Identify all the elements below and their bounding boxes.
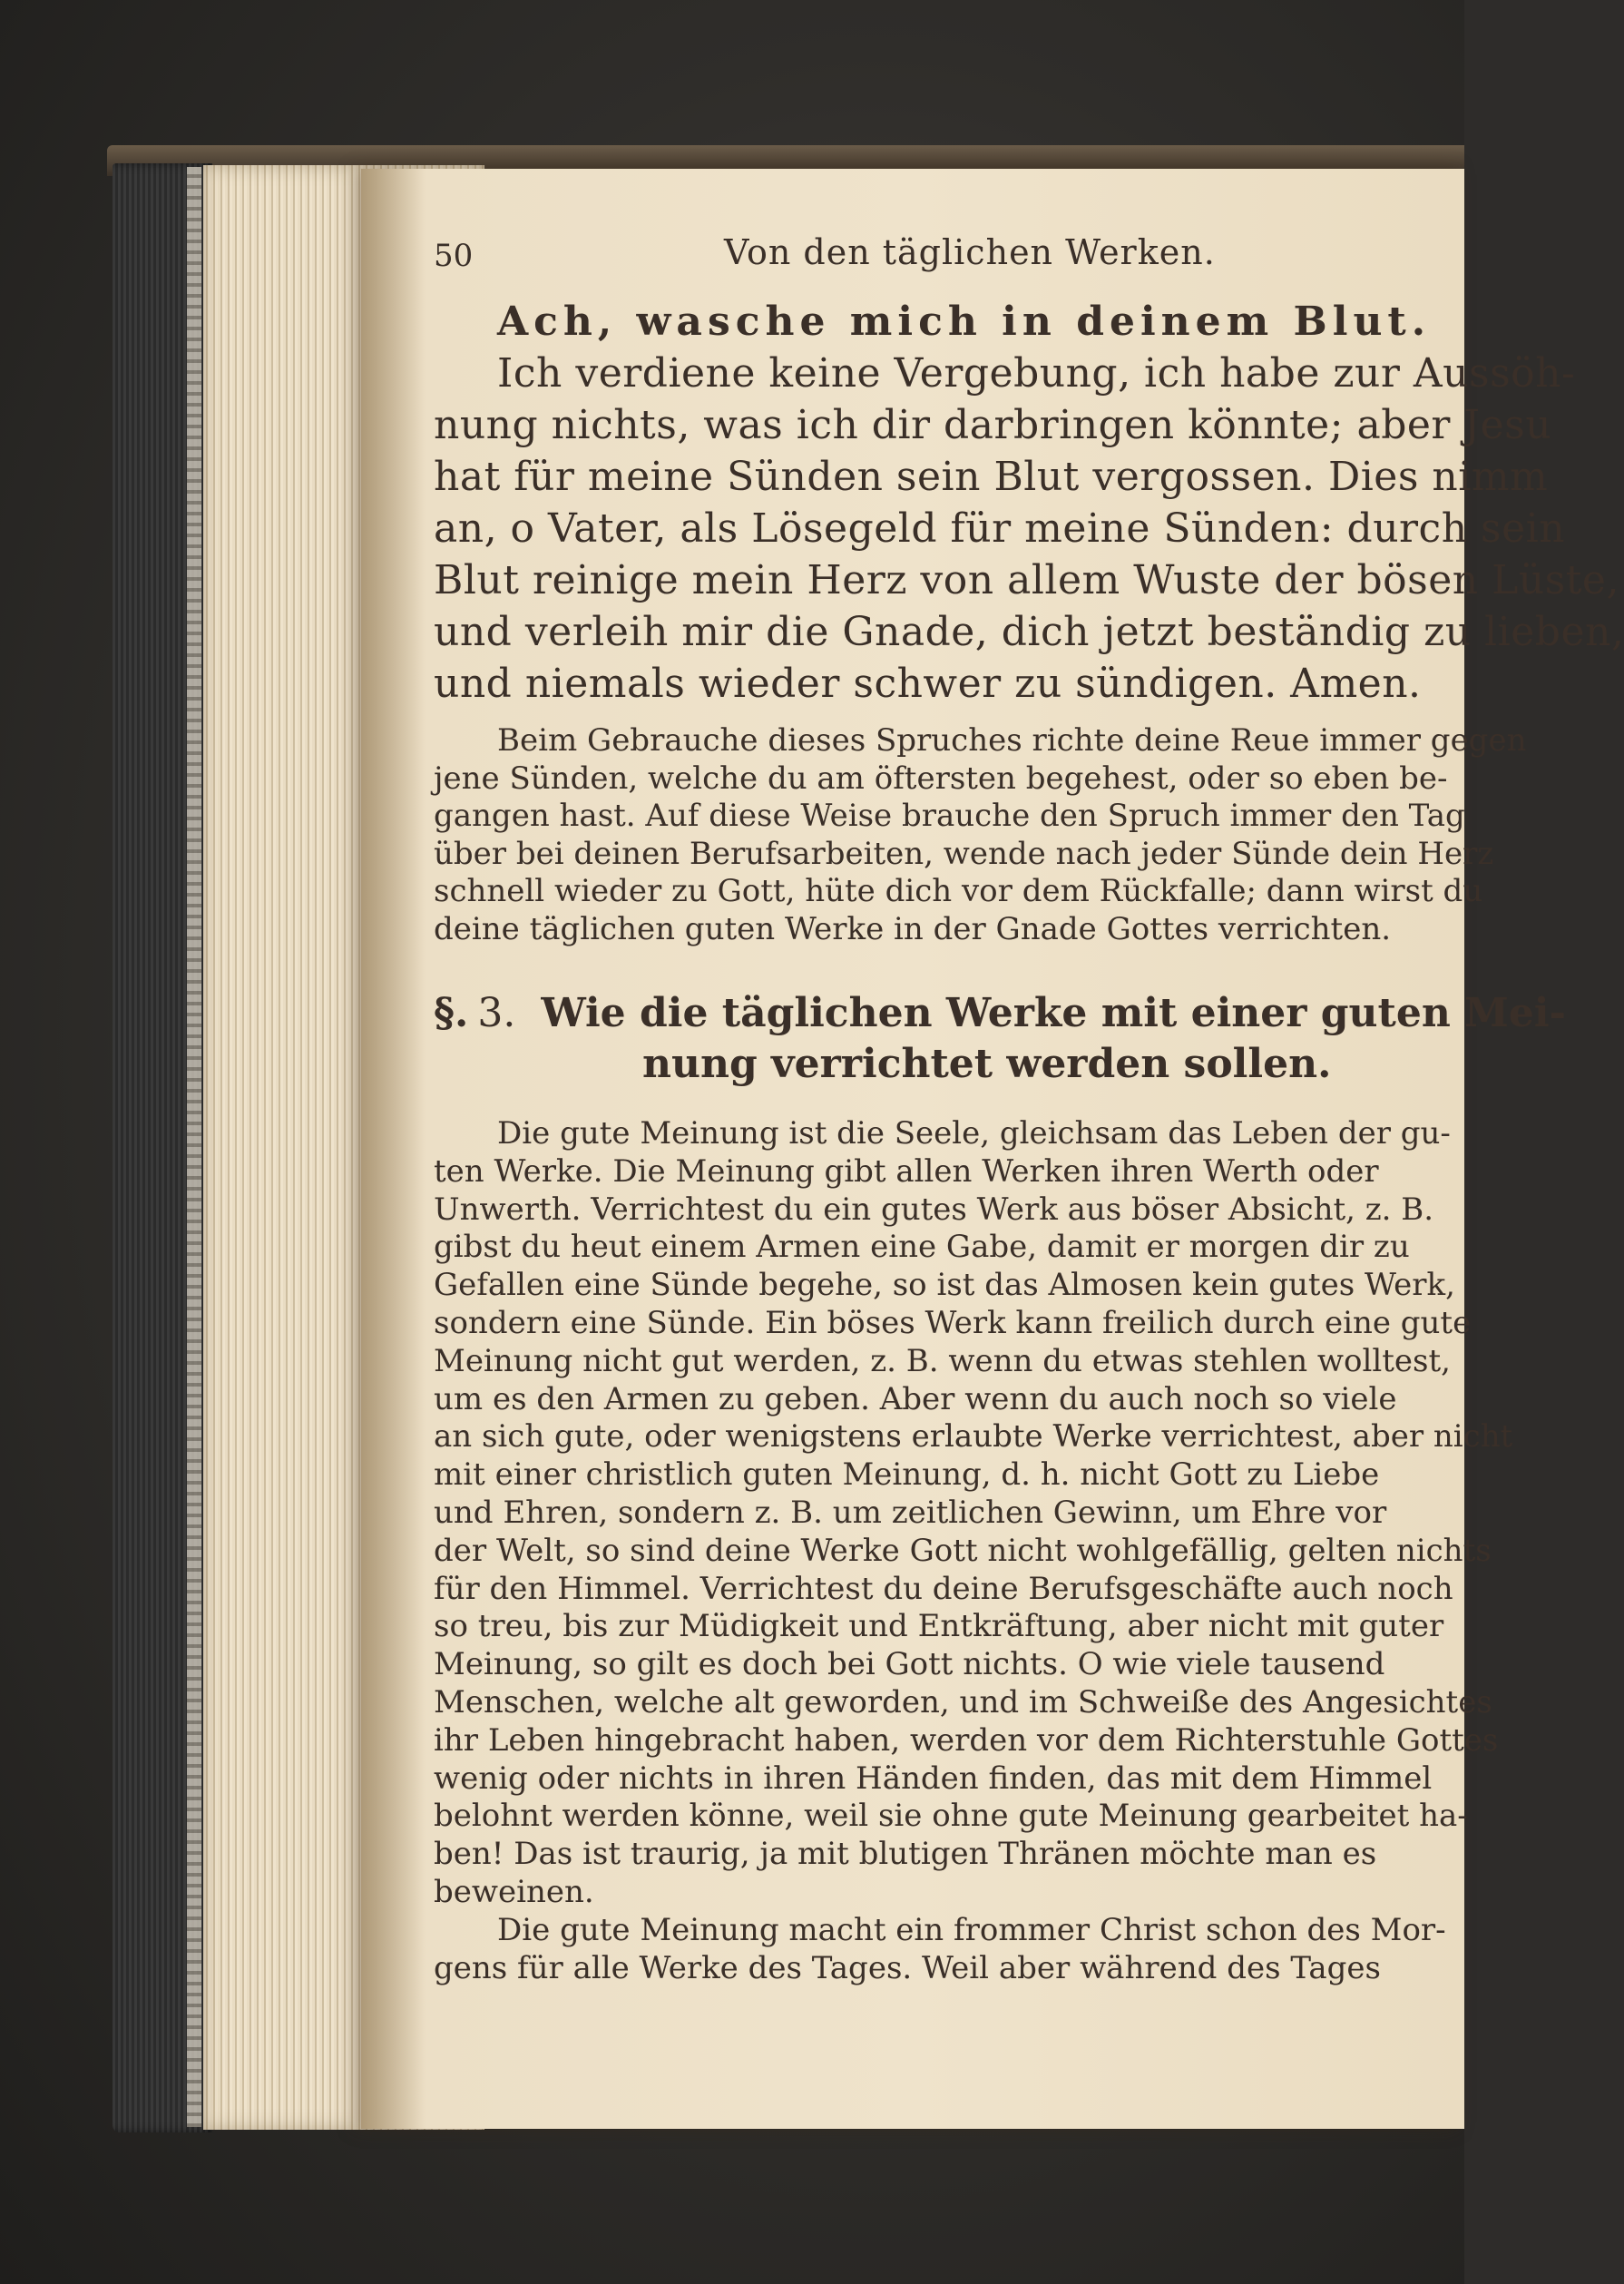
note-line: deine täglichen guten Werke in der Gnade Gottes verrichten.	[434, 910, 1392, 947]
prayer-line: Ach, wasche mich in deinem Blut.	[497, 299, 1432, 345]
prayer-line: nung nichts, was ich dir darbringen könnte; aber Jesu	[434, 402, 1552, 448]
spine-binding-strip	[187, 167, 201, 2127]
section-heading	[434, 988, 1566, 1090]
body-line: Die gute Meinung ist die Seele, gleichsam das Leben der gu-	[497, 1115, 1451, 1152]
body-line: Meinung, so gilt es doch bei Gott nichts. O wie viele tausend	[434, 1646, 1385, 1683]
section-title-line: Wie die täglichen Werke mit einer guten Mei-	[541, 990, 1566, 1036]
gutter-shadow	[361, 169, 425, 2129]
open-book	[107, 145, 1624, 2142]
body-line: für den Himmel. Verrichtest du deine Berufsgeschäfte auch noch	[434, 1570, 1453, 1607]
body-line: sondern eine Sünde. Ein böses Werk kann freilich durch eine gute	[434, 1304, 1472, 1341]
body-line: ben! Das ist traurig, ja mit blutigen Thränen möchte man es	[434, 1836, 1377, 1873]
book-page	[361, 169, 1624, 2129]
page-text-block	[434, 232, 1624, 1987]
body-line: um es den Armen zu geben. Aber wenn du auch noch so viele	[434, 1380, 1397, 1417]
body-line: Gefallen eine Sünde begehe, so ist das Almosen kein gutes Werk,	[434, 1267, 1455, 1304]
body-line: so treu, bis zur Müdigkeit und Entkräftung, aber nicht mit guter	[434, 1608, 1444, 1645]
page-header	[434, 232, 1450, 296]
prayer-line: und niemals wieder schwer zu sündigen. Amen.	[434, 661, 1422, 707]
prayer-line: und verleih mir die Gnade, dich jetzt beständig zu lieben,	[434, 609, 1624, 655]
note-line: über bei deinen Berufsarbeiten, wende nach jeder Sünde dein Herz	[434, 835, 1494, 872]
note-line: schnell wieder zu Gott, hüte dich vor dem Rückfalle; dann wirst du	[434, 873, 1483, 909]
body-line: gens für alle Werke des Tages. Weil aber während des Tages	[434, 1949, 1381, 1986]
body-line: ihr Leben hingebracht haben, werden vor dem Richterstuhle Gottes	[434, 1721, 1499, 1759]
section-title-line: nung verrichtet werden sollen.	[642, 1041, 1332, 1087]
body-line: beweinen.	[434, 1873, 594, 1910]
body-line: ten Werke. Die Meinung gibt allen Werken ihren Werth oder	[434, 1152, 1379, 1190]
body-line: Menschen, welche alt geworden, und im Schweiße des Angesichtes	[434, 1683, 1492, 1720]
section-number: 3.	[477, 990, 516, 1036]
prayer-line: hat für meine Sünden sein Blut vergossen. Dies nimm	[434, 454, 1549, 500]
body-line: Unwerth. Verrichtest du ein gutes Werk aus böser Absicht, z. B.	[434, 1191, 1434, 1228]
note-line: Beim Gebrauche dieses Spruches richte deine Reue immer gegen	[497, 722, 1527, 759]
body-line: der Welt, so sind deine Werke Gott nicht wohlgefällig, gelten nichts	[434, 1532, 1492, 1569]
body-line: und Ehren, sondern z. B. um zeitlichen Gewinn, um Ehre vor	[434, 1494, 1387, 1531]
note-line: gangen hast. Auf diese Weise brauche den Spruch immer den Tag	[434, 798, 1465, 834]
body-line: Meinung nicht gut werden, z. B. wenn du etwas stehlen wolltest,	[434, 1342, 1451, 1379]
usage-note	[434, 722, 1527, 948]
prayer-line: Ich verdiene keine Vergebung, ich habe zur Aussöh-	[497, 350, 1576, 397]
page-number: 50	[434, 238, 474, 274]
prayer-line: Blut reinige mein Herz von allem Wuste der bösen Lüste,	[434, 557, 1619, 603]
prayer-line: an, o Vater, als Lösegeld für meine Sünden: durch sein	[434, 505, 1566, 552]
body-line: gibst du heut einem Armen eine Gabe, damit er morgen dir zu	[434, 1229, 1410, 1266]
body-line: mit einer christlich guten Meinung, d. h. nicht Gott zu Liebe	[434, 1456, 1380, 1494]
body-line: an sich gute, oder wenigstens erlaubte Werke verrichtest, aber nicht	[434, 1418, 1513, 1456]
prayer-paragraph	[434, 296, 1624, 710]
body-line: wenig oder nichts in ihren Händen finden, das mit dem Himmel	[434, 1760, 1433, 1797]
body-paragraphs	[434, 1115, 1513, 1987]
section-mark: §.	[434, 990, 469, 1036]
body-line: Die gute Meinung macht ein frommer Christ schon des Mor-	[497, 1911, 1446, 1948]
note-line: jene Sünden, welche du am öftersten begehest, oder so eben be-	[434, 760, 1448, 797]
body-line: belohnt werden könne, weil sie ohne gute Meinung gearbeitet ha-	[434, 1798, 1468, 1835]
running-title: Von den täglichen Werken.	[724, 232, 1216, 272]
